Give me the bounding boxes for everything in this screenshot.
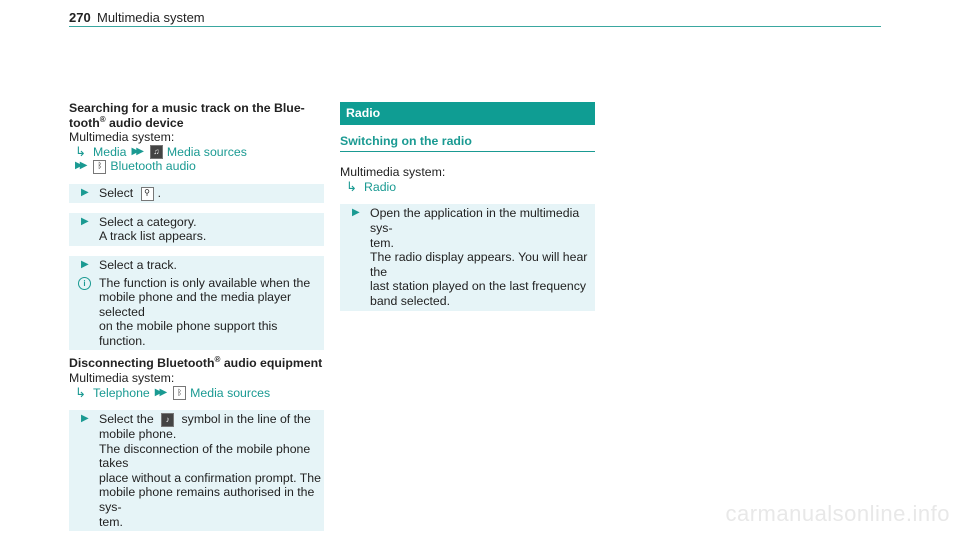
- nav-link-media-sources[interactable]: Media sources: [166, 144, 247, 159]
- nav-link-telephone[interactable]: Telephone: [93, 385, 150, 400]
- bluetooth-audio-icon: ᛒ: [93, 160, 106, 174]
- page-header: [69, 6, 881, 27]
- page-number: 270: [69, 10, 91, 25]
- section-bar-radio: Radio: [340, 102, 595, 125]
- media-sources-icon: ♫: [150, 145, 163, 159]
- search-icon: ⚲: [141, 187, 154, 201]
- arrow-hook-icon: ↳: [75, 384, 86, 400]
- info-icon: i: [78, 277, 91, 290]
- watermark: carmanualsonline.info: [725, 501, 950, 526]
- double-chevron-icon: ▶▶: [154, 386, 165, 398]
- triangle-marker-icon: ▶: [81, 258, 89, 270]
- nav-link-media-sources[interactable]: Media sources: [190, 385, 271, 400]
- right-column: [340, 102, 595, 311]
- double-chevron-icon: ▶▶: [75, 160, 85, 172]
- nav-path-telephone: [69, 386, 324, 401]
- double-chevron-icon: ▶▶: [131, 145, 141, 157]
- nav-link-media[interactable]: Media: [93, 144, 127, 159]
- step-disconnect: ▶ Select the ♪ symbol in the line of the mobile phone. The disconnection of the mobile phone takes place without a confirmation prompt. The mobile phone remains authorised in the sys- tem.: [69, 410, 324, 531]
- page-title: Multimedia system: [97, 10, 205, 25]
- bluetooth-audio-icon: ᛒ: [173, 386, 186, 400]
- arrow-hook-icon: ↳: [75, 143, 86, 159]
- disconnect-symbol-icon: ♪: [161, 413, 174, 427]
- nav-link-bluetooth-audio[interactable]: Bluetooth audio: [110, 159, 196, 174]
- system-label: Multimedia system:: [69, 371, 175, 386]
- triangle-marker-icon: ▶: [81, 186, 89, 198]
- nav-path-radio: [340, 180, 595, 195]
- step-select-track: ▶ Select a track.: [69, 256, 324, 275]
- arrow-hook-icon: ↳: [346, 178, 357, 194]
- section-heading-search: Searching for a music track on the Blue- tooth® audio device: [69, 101, 305, 130]
- nav-link-radio[interactable]: Radio: [364, 179, 397, 194]
- nav-path-bluetooth: [69, 159, 324, 174]
- step-open-radio: ▶ Open the application in the multimedia sys- tem. The radio display appears. You will hear the last station played on the last frequency band selected.: [340, 204, 595, 310]
- step-select-category: ▶ Select a category. A track list appears.: [69, 213, 324, 246]
- step-select-search: ▶ Select ⚲ .: [69, 184, 324, 203]
- section-heading-disconnect: Disconnecting Bluetooth® audio equipment: [69, 355, 323, 371]
- left-column: [69, 101, 324, 531]
- subsection-title: Switching on the radio: [340, 130, 595, 153]
- nav-path-media: [69, 145, 324, 160]
- triangle-marker-icon: ▶: [81, 215, 89, 227]
- system-label: Multimedia system:: [340, 165, 446, 180]
- triangle-marker-icon: ▶: [352, 207, 360, 219]
- triangle-marker-icon: ▶: [81, 413, 89, 425]
- info-note: i The function is only available when the mobile phone and the media player selected on the mobile phone support this function.: [69, 275, 324, 351]
- system-label: Multimedia system:: [69, 130, 175, 145]
